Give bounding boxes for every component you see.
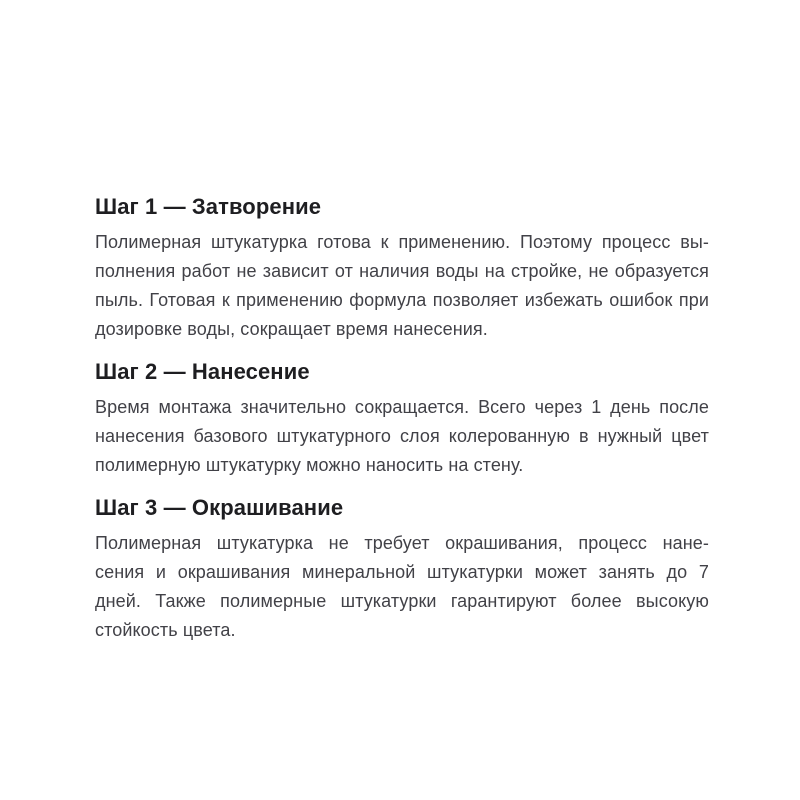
text-line: полимерную штукатурку можно наносить на стену. xyxy=(95,455,524,475)
text-line: Полимерная штукатурка не требует окрашивания, процесс нане- xyxy=(95,533,709,553)
text-line: стойкость цвета. xyxy=(95,620,236,640)
text-line: Полимерная штукатурка готова к применению. Поэтому процесс вы- xyxy=(95,232,709,252)
text-content xyxy=(95,194,709,660)
section-step-2 xyxy=(95,359,709,480)
text-line: пыль. Готовая к применению формула позволяет избежать ошибок при xyxy=(95,290,709,310)
text-line: полнения работ не зависит от наличия воды на стройке, не образуется xyxy=(95,261,709,281)
step-2-paragraph xyxy=(95,393,709,480)
step-1-paragraph xyxy=(95,228,709,344)
step-3-heading: Шаг 3 — Окрашивание xyxy=(95,495,344,520)
section-step-1 xyxy=(95,194,709,344)
step-2-heading: Шаг 2 — Нанесение xyxy=(95,359,310,384)
step-3-paragraph xyxy=(95,529,709,645)
text-line: сения и окрашивания минеральной штукатурки может занять до 7 xyxy=(95,562,709,582)
text-line: дней. Также полимерные штукатурки гарантируют более высокую xyxy=(95,591,709,611)
text-line: нанесения базового штукатурного слоя колерованную в нужный цвет xyxy=(95,426,709,446)
step-1-heading: Шаг 1 — Затворение xyxy=(95,194,322,219)
text-line: Время монтажа значительно сокращается. Всего через 1 день после xyxy=(95,397,709,417)
section-step-3 xyxy=(95,495,709,645)
text-line: дозировке воды, сокращает время нанесения. xyxy=(95,319,488,339)
